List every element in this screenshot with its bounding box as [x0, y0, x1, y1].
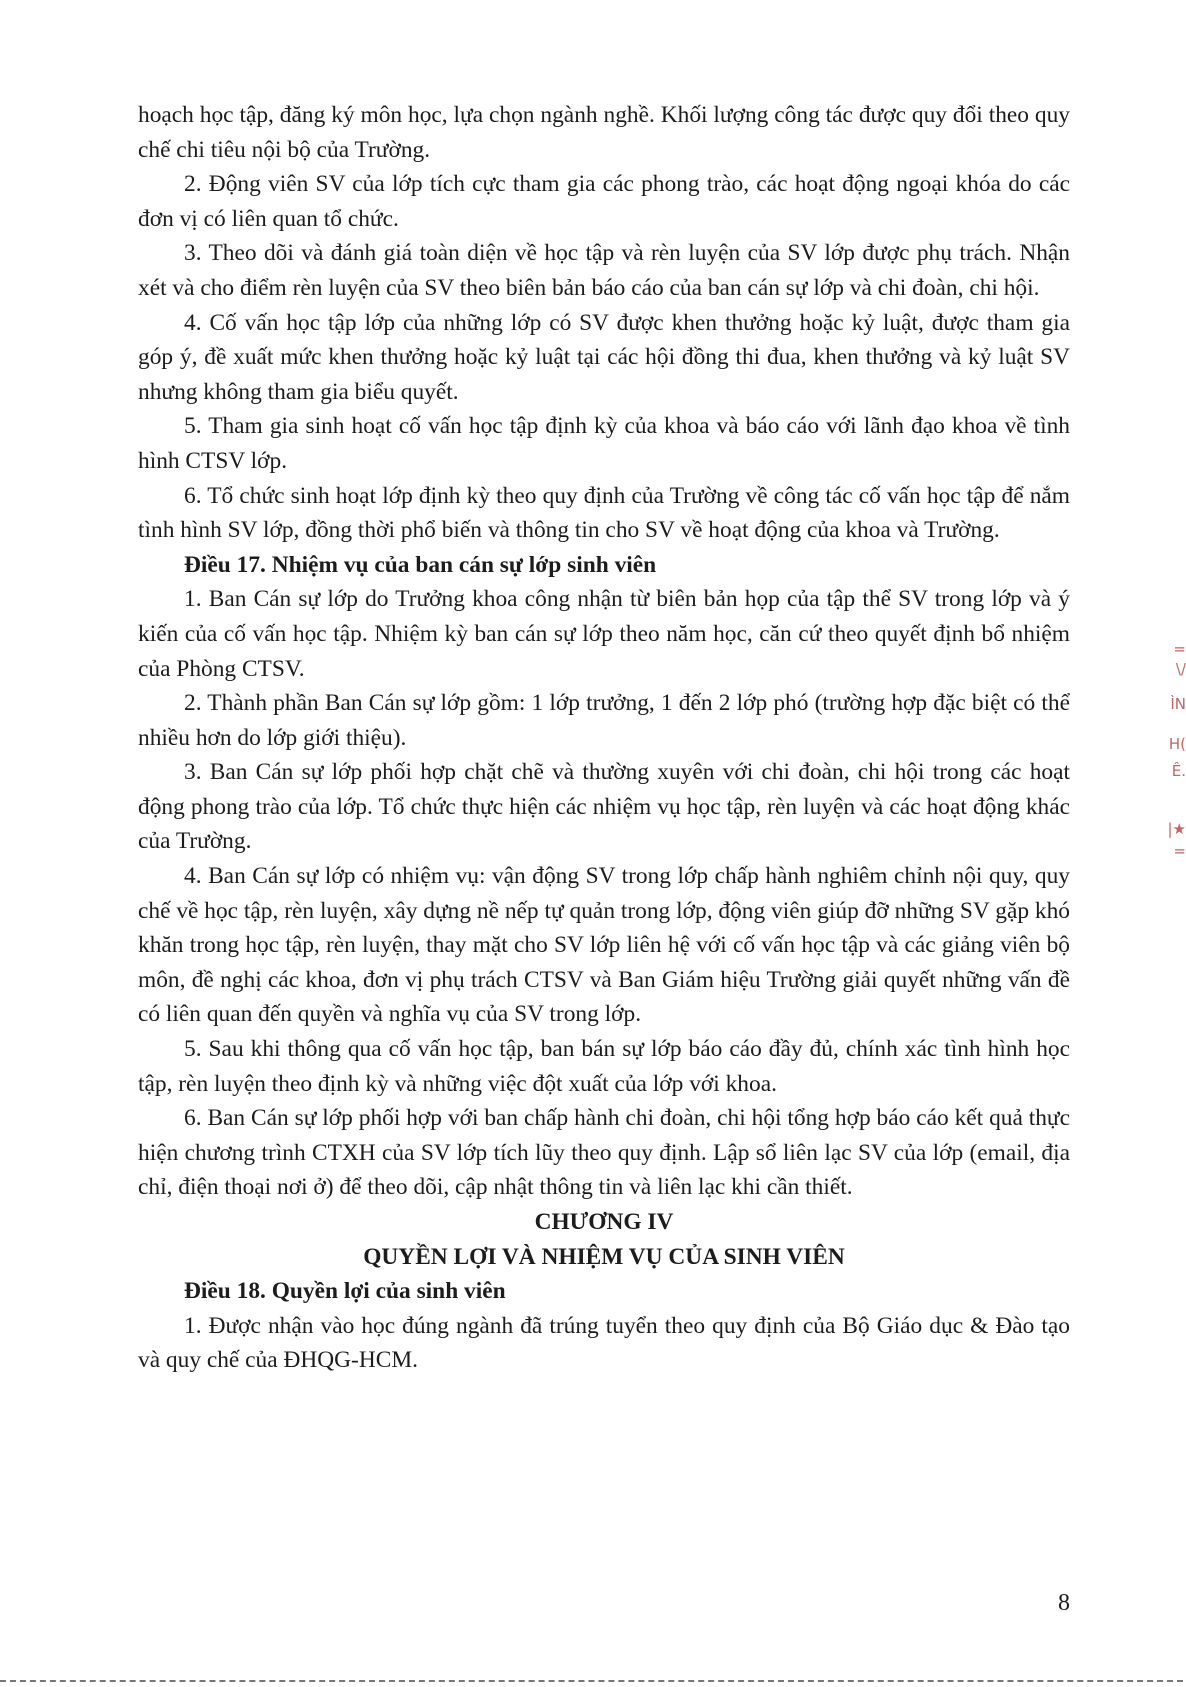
- paragraph: 5. Tham gia sinh hoạt cố vấn học tập định kỳ của khoa và báo cáo với lãnh đạo khoa về tình hình CTSV lớp.: [138, 413, 1070, 474]
- stamp-mark: =: [1173, 640, 1186, 658]
- stamp-mark: Ê.: [1171, 762, 1186, 780]
- article-heading-18: Điều 18. Quyền lợi của sinh viên: [184, 1278, 506, 1305]
- red-stamp-fragment: [1162, 640, 1186, 875]
- paragraph: 2. Động viên SV của lớp tích cực tham gia các phong trào, các hoạt động ngoại khóa do các đơn vị có liên quan tổ chức.: [138, 171, 1070, 232]
- paragraph: 5. Sau khi thông qua cố vấn học tập, ban bán sự lớp báo cáo đầy đủ, chính xác tình hình học tập, rèn luyện theo định kỳ và những việc đột xuất của lớp với khoa.: [138, 1036, 1070, 1097]
- paragraph: 4. Cố vấn học tập lớp của những lớp có SV được khen thưởng hoặc kỷ luật, được tham gia góp ý, đề xuất mức khen thưởng hoặc kỷ luật tại các hội đồng thi đua, khen thưởng và kỷ luật SV nhưng không tham gia biểu quyết.: [138, 309, 1070, 405]
- paragraph: 3. Ban Cán sự lớp phối hợp chặt chẽ và thường xuyên với chi đoàn, chi hội trong các hoạt động phong trào của lớp. Tổ chức thực hiện các nhiệm vụ học tập, rèn luyện và các hoạt động khác của Trường.: [138, 759, 1070, 855]
- article-heading-17: Điều 17. Nhiệm vụ của ban cán sự lớp sinh viên: [184, 551, 657, 578]
- paragraph: 2. Thành phần Ban Cán sự lớp gồm: 1 lớp trưởng, 1 đến 2 lớp phó (trường hợp đặc biệt có thể nhiều hơn do lớp giới thiệu).: [138, 690, 1070, 751]
- chapter-title: QUYỀN LỢI VÀ NHIỆM VỤ CỦA SINH VIÊN: [363, 1243, 845, 1270]
- document-body: [138, 98, 1070, 1378]
- paragraph: 6. Ban Cán sự lớp phối hợp với ban chấp hành chi đoàn, chi hội tổng hợp báo cáo kết quả thực hiện chương trình CTXH của SV lớp tích lũy theo quy định. Lập sổ liên lạc SV của lớp (email, địa chỉ, điện thoại nơi ở) để theo dõi, cập nhật thông tin và liên lạc khi cần thiết.: [138, 1105, 1070, 1201]
- paragraph: 4. Ban Cán sự lớp có nhiệm vụ: vận động SV trong lớp chấp hành nghiêm chỉnh nội quy, quy chế về học tập, rèn luyện, xây dựng nề nếp tự quản trong lớp, động viên giúp đỡ những SV gặp khó khăn trong học tập, rèn luyện, thay mặt cho SV lớp liên hệ với cố vấn học tập và các giảng viên bộ môn, đề nghị các khoa, đơn vị phụ trách CTSV và Ban Giám hiệu Trường giải quyết những vấn đề có liên quan đến quyền và nghĩa vụ của SV trong lớp.: [138, 863, 1070, 1028]
- stamp-mark: |★: [1167, 820, 1186, 838]
- paragraph: 1. Được nhận vào học đúng ngành đã trúng tuyển theo quy định của Bộ Giáo dục & Đào tạo và quy chế của ĐHQG-HCM.: [138, 1312, 1070, 1374]
- paragraph: 3. Theo dõi và đánh giá toàn diện về học tập và rèn luyện của SV lớp được phụ trách. Nhận xét và cho điểm rèn luyện của SV theo biên bản báo cáo của ban cán sự lớp và chi đoàn, chi hội.: [138, 240, 1070, 301]
- page-number: 8: [1058, 1590, 1070, 1616]
- scan-edge-line: [0, 1680, 1183, 1682]
- chapter-number: CHƯƠNG IV: [534, 1209, 674, 1235]
- paragraph: 1. Ban Cán sự lớp do Trưởng khoa công nhận từ biên bản họp của tập thể SV trong lớp và ý kiến của cố vấn học tập. Nhiệm kỳ ban cán sự lớp theo năm học, căn cứ theo quyết định bổ nhiệm của Phòng CTSV.: [138, 586, 1070, 682]
- stamp-mark: \/: [1175, 660, 1186, 678]
- stamp-mark: H(: [1168, 735, 1186, 753]
- paragraph: hoạch học tập, đăng ký môn học, lựa chọn ngành nghề. Khối lượng công tác được quy đổi theo quy chế chi tiêu nội bộ của Trường.: [138, 102, 1070, 163]
- paragraph: 6. Tổ chức sinh hoạt lớp định kỳ theo quy định của Trường về công tác cố vấn học tập để nắm tình hình SV lớp, đồng thời phổ biến và thông tin cho SV về hoạt động của khoa và Trường.: [138, 482, 1070, 544]
- stamp-mark: =: [1173, 842, 1186, 860]
- stamp-mark: ÌN: [1170, 695, 1186, 713]
